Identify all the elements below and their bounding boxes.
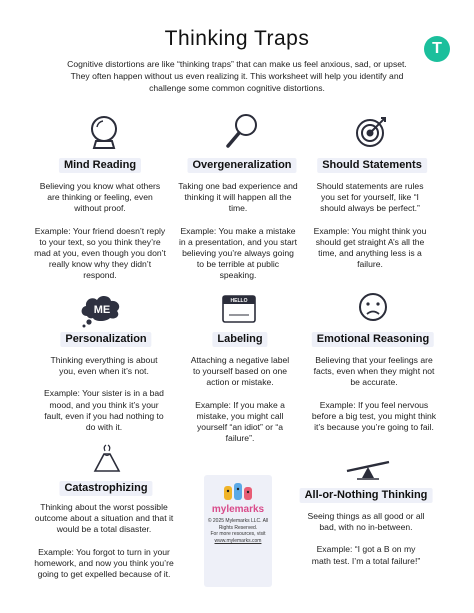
name-tag-text: HELLO	[230, 298, 248, 304]
label-personalization: Personalization	[60, 332, 151, 347]
desc-emotional-reasoning	[311, 355, 437, 433]
example-emotional-reasoning: Example: If you feel nervous before a big test, you might think it’s because you’re going to fail.	[311, 399, 437, 433]
volcano-icon	[92, 444, 122, 474]
me-icon-text: ME	[93, 304, 111, 316]
desc-labeling	[190, 355, 290, 444]
desc-should-statements	[311, 181, 429, 270]
example-labeling: Example: If you make a mistake, you might call yourself “an idiot” or “a failure”.	[195, 399, 285, 444]
example-catastrophizing: Example: You forgot to turn in your homework, and now you think you’re going to get expelled because of it.	[34, 546, 174, 580]
me-thought-cloud-icon	[77, 292, 127, 328]
example-all-or-nothing: Example: “I got a B on my math test. I’m a total failure!”	[311, 544, 421, 566]
label-labeling: Labeling	[212, 332, 267, 347]
definition-overgeneralization: Taking one bad experience and thinking it will happen all the time.	[178, 181, 298, 214]
more-resources-text: For more resources, visit	[210, 531, 266, 538]
target-icon	[354, 114, 390, 150]
label-catastrophizing: Catastrophizing	[59, 481, 152, 496]
copyright-text: © 2025 Mylemarks LLC. All Rights Reserved.	[207, 518, 269, 531]
example-mind-reading: Example: Your friend doesn’t reply to your text, so you think they’re mad at you, even though you don’t really know why they didn’t respond.	[34, 225, 166, 281]
label-all-or-nothing: All-or-Nothing Thinking	[300, 488, 433, 503]
example-should-statements: Example: You might think you should get straight A’s all the time, and anything less is a failure.	[313, 225, 427, 270]
website-link[interactable]: www.mylemarks.com	[214, 537, 262, 544]
example-personalization: Example: Your sister is in a bad mood, and you think it’s your fault, even if you had nothing to do with it.	[44, 388, 164, 433]
label-should-statements: Should Statements	[317, 158, 427, 173]
definition-labeling: Attaching a negative label to yourself based on one action or mistake.	[190, 355, 290, 388]
desc-all-or-nothing	[307, 511, 425, 567]
page-title: Thinking Traps	[164, 27, 310, 50]
desc-overgeneralization	[178, 181, 298, 282]
desc-personalization	[42, 355, 166, 433]
definition-emotional-reasoning: Believing that your feelings are facts, even when they might not be accurate.	[313, 355, 435, 388]
definition-all-or-nothing: Seeing things as all good or all bad, with no in-between.	[307, 511, 425, 533]
teacher-logo-icon: T	[424, 36, 450, 62]
crystal-ball-icon	[88, 114, 120, 152]
label-mind-reading: Mind Reading	[59, 158, 141, 173]
desc-catastrophizing	[24, 502, 184, 580]
label-overgeneralization: Overgeneralization	[187, 158, 296, 173]
definition-should-statements: Should statements are rules you set for yourself, like “I should always be perfect.”	[316, 181, 424, 214]
sad-face-icon	[358, 292, 388, 322]
desc-mind-reading	[33, 181, 167, 282]
name-tag-icon	[222, 295, 256, 323]
example-overgeneralization: Example: You make a mistake in a presentation, and you start believing you’re always going to be terrible at public speaking.	[178, 225, 297, 281]
definition-catastrophizing: Thinking about the worst possible outcome about a situation and that it would be a total disaster.	[34, 502, 174, 535]
definition-personalization: Thinking everything is about you, even when it’s not.	[50, 355, 158, 377]
copyright-block	[204, 518, 272, 544]
magnifying-glass-icon	[224, 112, 260, 150]
intro-text: Cognitive distortions are like “thinking traps” that can make us feel anxious, sad, or upset. They often happen without us even realizing it. This worksheet will help you identify and challenge some common cognitive distortions.	[67, 59, 407, 93]
definition-mind-reading: Believing you know what others are thinking or feeling, even without proof.	[39, 181, 161, 214]
brand-name: mylemarks	[211, 504, 265, 515]
mylemarks-characters-icon	[222, 480, 254, 504]
seesaw-icon	[345, 458, 391, 480]
label-emotional-reasoning: Emotional Reasoning	[312, 332, 434, 347]
